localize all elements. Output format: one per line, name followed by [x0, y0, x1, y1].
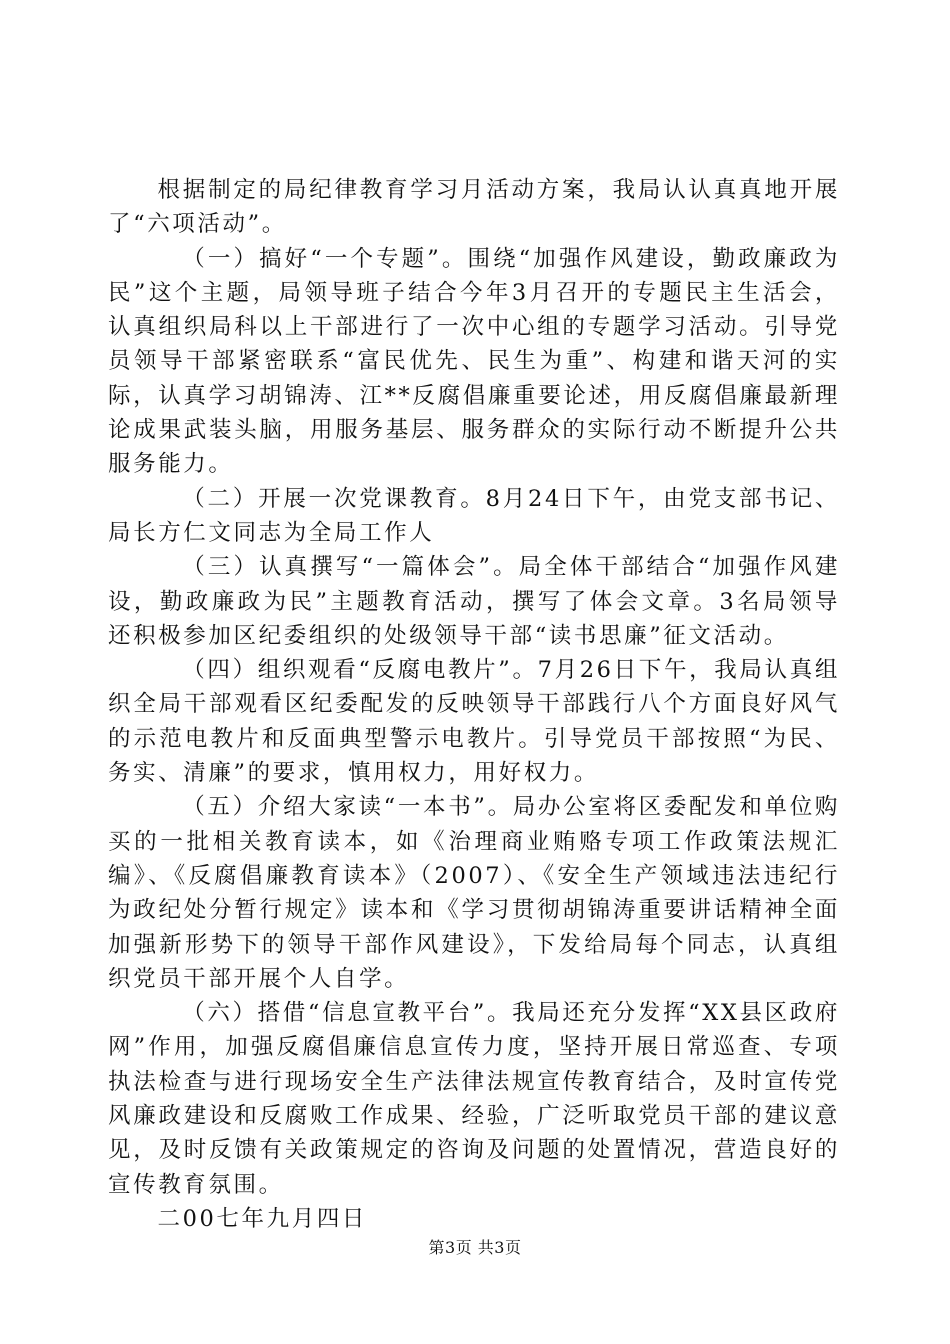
item-paragraph-5: （五）介绍大家读“一本书”。局办公室将区委配发和单位购买的一批相关教育读本，如《治理商业贿赂专项工作政策法规汇编》、《反腐倡廉教育读本》（2007）、《安全生产领域违法违纪行为政纪处分暂行规定》读本和《学习贯彻胡锦涛重要讲话精神全面加强新形势下的领导干部作风建设》，下发给局每个同志，认真组织党员干部开展个人自学。	[108, 794, 840, 992]
page-footer	[0, 1235, 950, 1258]
item-paragraph-1: （一）搞好“一个专题”。围绕“加强作风建设，勤政廉政为民”这个主题，局领导班子结合今年3月召开的专题民主生活会，认真组织局科以上干部进行了一次中心组的专题学习活动。引导党员领导干部紧密联系“富民优先、民生为重”、构建和谐天河的实际，认真学习胡锦涛、江**反腐倡廉重要论述，用反腐倡廉最新理论成果武装头脑，用服务基层、服务群众的实际行动不断提升公共服务能力。	[108, 245, 840, 478]
document-body	[108, 173, 840, 1236]
item-paragraph-6: （六）搭借“信息宣教平台”。我局还充分发挥“XX县区政府网”作用，加强反腐倡廉信息宣传力度，坚持开展日常巡查、专项执法检查与进行现场安全生产法律法规宣传教育结合，及时宣传党风廉政建设和反腐败工作成果、经验，广泛听取党员干部的建议意见，及时反馈有关政策规定的咨询及问题的处置情况，营造良好的宣传教育氛围。	[108, 1000, 840, 1198]
item-paragraph-4: （四）组织观看“反腐电教片”。7月26日下午，我局认真组织全局干部观看区纪委配发的反映领导干部践行八个方面良好风气的示范电教片和反面典型警示电教片。引导党员干部按照“为民、务实、清廉”的要求，慎用权力，用好权力。	[108, 657, 840, 787]
document-date: 二00七年九月四日	[157, 1205, 368, 1232]
page-number: 第3页 共3页	[428, 1238, 522, 1257]
intro-paragraph: 根据制定的局纪律教育学习月活动方案，我局认认真真地开展了“六项活动”。	[108, 177, 840, 238]
item-paragraph-2: （二）开展一次党课教育。8月24日下午，由党支部书记、局长方仁文同志为全局工作人	[108, 485, 840, 546]
item-paragraph-3: （三）认真撰写“一篇体会”。局全体干部结合“加强作风建设，勤政廉政为民”主题教育活动，撰写了体会文章。3名局领导还积极参加区纪委组织的处级领导干部“读书思廉”征文活动。	[108, 554, 840, 649]
